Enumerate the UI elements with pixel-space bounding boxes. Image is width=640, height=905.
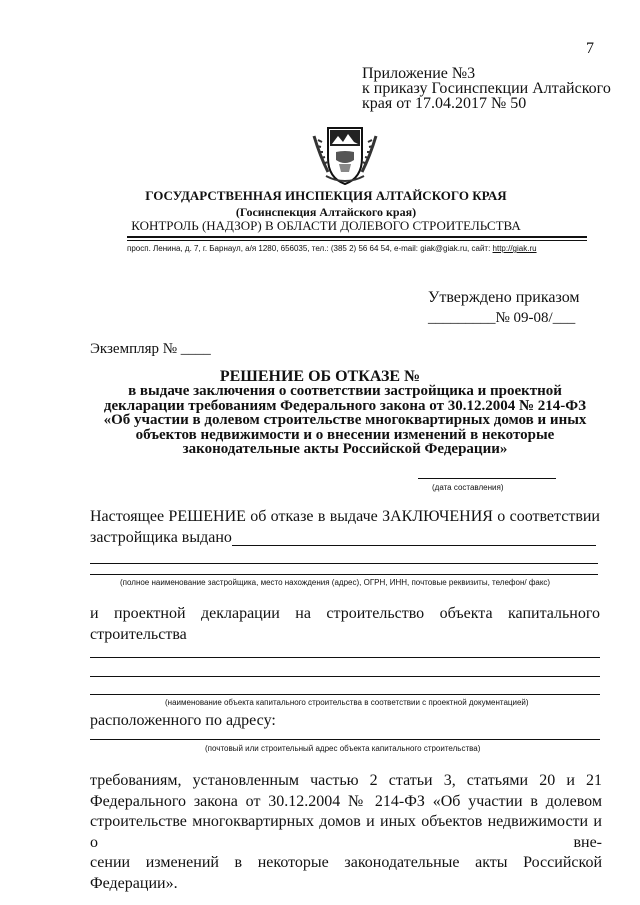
paragraph-line: Федерального закона от 30.12.2004 № 214-ФЗ «Об участии в долевом bbox=[90, 792, 602, 810]
developer-fill-line bbox=[232, 545, 596, 546]
decision-title: РЕШЕНИЕ ОБ ОТКАЗЕ № bbox=[219, 368, 421, 385]
decision-subtitle-line: объектов недвижимости и о внесении изменений в некоторые bbox=[135, 426, 555, 443]
date-caption: (дата составления) bbox=[432, 483, 504, 492]
paragraph-line: Федерации». bbox=[90, 874, 178, 892]
object-fill-line bbox=[90, 676, 600, 677]
appendix-line: края от 17.04.2017 № 50 bbox=[362, 95, 527, 112]
object-fill-line bbox=[90, 657, 600, 658]
paragraph-requirements bbox=[90, 771, 602, 894]
developer-caption: (полное наименование застройщика, место нахождения (адрес), ОГРН, ИНН, почтовые реквизиты, телефон/ факс) bbox=[120, 578, 551, 587]
contact-details bbox=[127, 244, 597, 253]
developer-fill-line bbox=[90, 563, 598, 564]
paragraph-line: сении изменений в некоторые законодательные акты Российской bbox=[90, 854, 602, 871]
altai-krai-coat-of-arms-icon bbox=[312, 126, 378, 186]
paragraph-project-declaration-cont: строительства bbox=[90, 626, 187, 643]
paragraph-issued-to: Настоящее РЕШЕНИЕ об отказе в выдаче ЗАКЛЮЧЕНИЯ о соответствии bbox=[90, 508, 600, 525]
appendix-line: к приказу Госинспекции Алтайского bbox=[362, 80, 611, 97]
decision-subtitle-line: законодательные акты Российской Федерации» bbox=[182, 441, 508, 457]
paragraph-line: строительстве многоквартирных домов и иных объектов недвижимости и о вне- bbox=[90, 813, 602, 851]
decision-subtitle bbox=[85, 384, 605, 457]
page-number: 7 bbox=[586, 40, 594, 57]
date-field-line bbox=[418, 478, 556, 479]
address-caption: (почтовый или строительный адрес объекта капитального строительства) bbox=[205, 744, 481, 753]
paragraph-issued-to-cont: застройщика выдано bbox=[90, 529, 232, 546]
appendix-reference bbox=[362, 66, 611, 111]
decision-subtitle-line: декларации требованиям Федерального закона от 30.12.2004 № 214-ФЗ bbox=[103, 397, 587, 414]
approval-order-number: _________№ 09-08/___ bbox=[428, 310, 576, 326]
decision-subtitle-line: в выдаче заключения о соответствии застройщика и проектной bbox=[128, 383, 562, 399]
contact-text: просп. Ленина, д. 7, г. Барнаул, а/я 1280, 656035, тел.: (385 2) 56 64 54, e-mail: giak@giak.ru, сайт: bbox=[127, 244, 493, 253]
object-caption: (наименование объекта капитального строительства в соответствии с проектной документацией) bbox=[165, 698, 529, 707]
copy-number: Экземпляр № ____ bbox=[90, 341, 211, 357]
developer-fill-line bbox=[90, 574, 598, 575]
decision-subtitle-line: «Об участии в долевом строительстве многоквартирных домов и иных bbox=[103, 412, 587, 428]
organization-short-name: (Госинспекция Алтайского края) bbox=[235, 205, 417, 219]
paragraph-project-declaration: и проектной декларации на строительство объекта капитального bbox=[90, 605, 600, 622]
paragraph-address: расположенного по адресу: bbox=[90, 712, 276, 729]
organization-name: ГОСУДАРСТВЕННАЯ ИНСПЕКЦИЯ АЛТАЙСКОГО КРАЯ bbox=[145, 188, 507, 203]
organization-department: КОНТРОЛЬ (НАДЗОР) В ОБЛАСТИ ДОЛЕВОГО СТРОИТЕЛЬСТВА bbox=[131, 218, 521, 233]
approval-label: Утверждено приказом bbox=[428, 289, 580, 306]
website-link[interactable]: http://giak.ru bbox=[492, 244, 537, 253]
address-fill-line bbox=[90, 739, 600, 740]
header-divider bbox=[127, 240, 587, 241]
appendix-line: Приложение №3 bbox=[362, 65, 476, 82]
object-fill-line bbox=[90, 694, 600, 695]
header-divider bbox=[127, 236, 587, 238]
paragraph-line: требованиям, установленным частью 2 статьи 3, статьями 20 и 21 bbox=[90, 772, 602, 789]
